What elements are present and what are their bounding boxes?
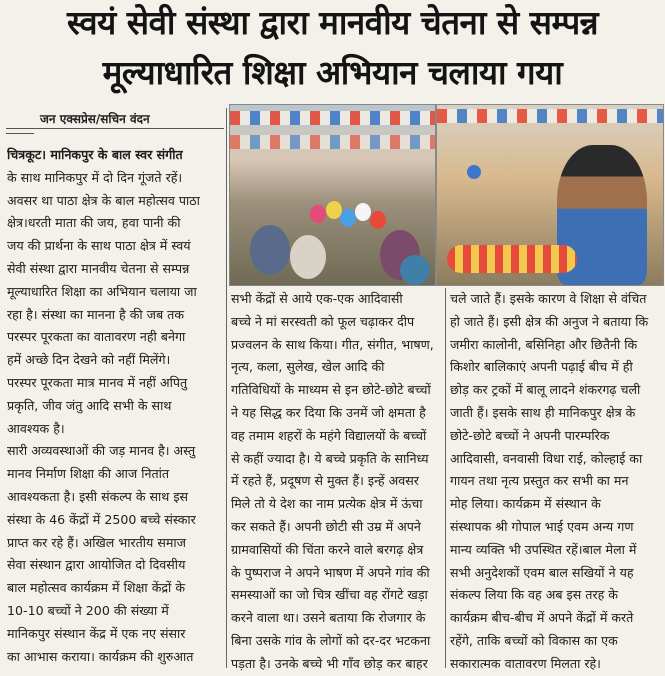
event-photo-crowd <box>229 104 436 286</box>
text-line: समस्याओं का जो चित्र खींचा वह रोंगटे खड़ा <box>231 587 428 603</box>
text-line: सारी अव्यवस्थाओं की जड़ मानव है। अस्तु <box>7 443 196 459</box>
text-line: रहा है। संस्था का मानना है की जब तक <box>7 306 185 322</box>
text-line: प्राप्त कर रहे हैं। अखिल भारतीय समाज <box>7 534 187 550</box>
text-line: मानिकपुर संस्थान केंद्र में एक नए संसार <box>7 625 186 641</box>
text-line: ग्रामवासियों की चिंता करने वाले बरगढ़ क्षेत्र <box>231 541 424 557</box>
byline-rule <box>6 128 224 129</box>
text-line: क्षेत्र।धरती माता की जय, हवा पानी की <box>7 215 181 231</box>
text-line: हो जाते हैं। इसी क्षेत्र की अनुज ने बताया कि <box>450 313 649 329</box>
text-line: बिना उसके गांव के लोगों को दर-दर भटकना <box>231 632 431 648</box>
text-line: में रहते हैं, प्रदूषण से मुक्त हैं। इन्हें अवसर <box>231 473 419 489</box>
text-line: जमीरा कालोनी, बसिनिहा और छितैनी कि <box>450 336 638 352</box>
seated-person <box>290 235 326 279</box>
text-line: संस्थापक श्री गोपाल भाई एवम अन्य गण <box>450 518 634 534</box>
text-line: सभी अनुदेशकों एवम बाल सखियों ने यह <box>450 564 634 580</box>
text-line: छोड़ कर ट्रकों में बालू लादने शंकरगढ़ चली <box>450 382 641 398</box>
article-column-3 <box>450 288 660 676</box>
text-line: बच्चे ने मां सरस्वती को फूल चढ़ाकर दीप <box>231 313 415 329</box>
bunting-decoration <box>230 111 435 125</box>
text-line: ने यह सिद्ध कर दिया कि उनमें जो क्षमता है <box>231 404 426 420</box>
text-line: से कहीं ज्यादा है। ये बच्चे प्रकृति के सानिध्य <box>231 450 429 466</box>
text-line: नृत्य, कला, सुलेख, खेल आदि की <box>231 359 385 375</box>
text-line: अवसर था पाठा क्षेत्र के बाल महोत्सव पाठा <box>7 192 200 208</box>
text-line: छोटे-छोटे बच्चों ने अपनी पारम्परिक <box>450 427 610 443</box>
text-line: के पुष्पराज ने अपने भाषण में अपने गांव की <box>231 564 430 580</box>
headline-line-1: स्वयं सेवी संस्था द्वारा मानवीय चेतना से सम्पन्न <box>66 3 599 42</box>
text-line: सेवी संस्था द्वारा मानवीय चेतना से सम्पन्न <box>7 260 190 276</box>
text-line: आवश्यक है। <box>7 420 65 436</box>
byline: जन एक्सप्रेस/सचिन वंदन <box>40 112 150 126</box>
text-line: मिले तो ये देश का नाम प्रत्येक क्षेत्र में ऊंचा <box>231 496 423 512</box>
text-line: पड़ता है। उनके बच्चे भी गाँव छोड़ कर बाहर <box>231 655 428 671</box>
article-column-2 <box>231 288 441 676</box>
text-line: प्रज्वलन के साथ किया। गीत, संगीत, भाषण, <box>231 336 434 352</box>
balloon <box>310 205 326 223</box>
text-line: संस्था के 46 केंद्रों में 2500 बच्चे संस्कार <box>7 511 196 527</box>
byline-rule-short <box>6 133 34 134</box>
text-line: बाल महोत्सव कार्यक्रम में शिक्षा केंद्रों के <box>7 580 185 596</box>
text-line: किशोर बालिकाएं अपनी पढ़ाई बीच में ही <box>450 359 633 375</box>
column-divider-1 <box>226 108 227 668</box>
seated-person <box>400 255 430 285</box>
text-line: सभी केंद्रों से आये एक-एक आदिवासी <box>231 291 403 306</box>
text-line: जाती हैं। इसके साथ ही मानिकपुर क्षेत्र के <box>450 404 636 420</box>
balloon <box>340 209 356 227</box>
text-line: गतिविधियों के माध्यम से इन छोटे-छोटे बच्चों <box>231 382 431 398</box>
text-line: मान्य व्यक्ति भी उपस्थित रहें।बाल मेला में <box>450 541 637 557</box>
flower-garland <box>447 245 577 273</box>
text-line: प्रकृति, जीव जंतु आदि सभी के साथ <box>7 397 172 413</box>
blue-decoration <box>467 165 481 179</box>
text-line: मानव निर्माण शिक्षा की आज नितांत <box>7 466 170 482</box>
text-line: जय की प्रार्थना के साथ पाठा क्षेत्र में स्वयं <box>7 238 191 254</box>
article-column-1 <box>7 144 221 668</box>
text-line: संकल्प लिया कि वह अब इस तरह के <box>450 587 618 603</box>
text-line: का आभास कराया। कार्यक्रम की शुरुआत <box>7 648 194 664</box>
text-line: चले जाते हैं। इसके कारण वे शिक्षा से वंचित <box>450 291 647 306</box>
headline-line-2: मूल्याधारित शिक्षा अभियान चलाया गया <box>102 53 563 92</box>
bunting-decoration <box>230 135 435 149</box>
text-line: के साथ मानिकपुर में दो दिन गूंजते रहें। <box>7 169 183 185</box>
text-line: कर सकते हैं। अपनी छोटी सी उम्र में अपने <box>231 518 421 534</box>
text-line: सकारात्मक वातावरण मिलता रहे। <box>450 655 601 671</box>
text-line: करने वाला था। उसने बताया कि रोजगार के <box>231 610 426 626</box>
text-line: मूल्याधारित शिक्षा का अभियान चलाया जा <box>7 283 197 299</box>
column-divider-2 <box>445 288 446 668</box>
text-line: कार्यक्रम बीच-बीच में अपने केंद्रों में करते <box>450 610 634 626</box>
text-line: गायन तथा नृत्य प्रस्तुत कर सभी का मन <box>450 473 629 489</box>
bunting-decoration <box>437 109 663 123</box>
text-line: चित्रकूट। मानिकपुर के बाल स्वर संगीत <box>7 147 183 162</box>
text-line: आदिवासी, वनवासी विधा राई, कोल्हाई का <box>450 450 643 466</box>
text-line: हमें अच्छे दिन देखने को नहीं मिलेंगे। <box>7 352 171 368</box>
text-line: परस्पर पूरकता मात्र मानव में नहीं अपितु <box>7 374 188 390</box>
balloon <box>370 211 386 229</box>
text-line: 10-10 बच्चों ने 200 की संख्या में <box>7 602 169 618</box>
text-line: रहेंगे, ताकि बच्चों को विकास का एक <box>450 632 618 648</box>
text-line: वह तमाम शहरों के महंगे विद्यालयों के बच्चों <box>231 427 427 443</box>
text-line: आवश्यकता है। इसी संकल्प के साथ इस <box>7 488 189 504</box>
text-line: परस्पर पूरकता का वातावरण नही बनेगा <box>7 329 186 345</box>
balloon <box>355 203 371 221</box>
seated-person <box>250 225 290 275</box>
text-line: सेवा संस्थान द्वारा आयोजित दो दिवसीय <box>7 557 186 573</box>
text-line: मोह लिया। कार्यक्रम में संस्थान के <box>450 496 601 512</box>
event-photo-speaker <box>436 104 664 286</box>
